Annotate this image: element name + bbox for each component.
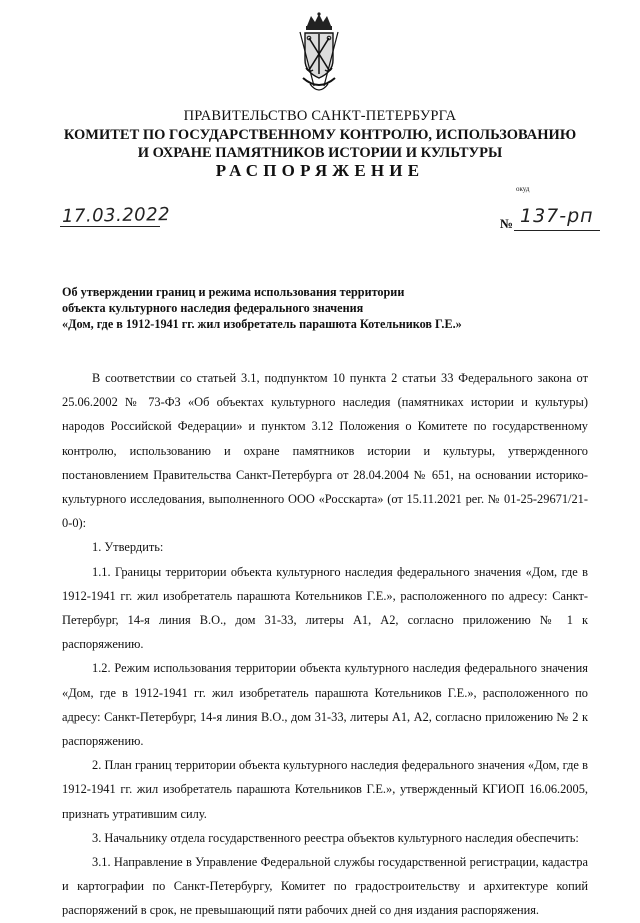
- committee-name: [0, 127, 640, 162]
- document-type-title: РАСПОРЯЖЕНИЕ: [215, 161, 425, 180]
- subject-line3: «Дом, где в 1912-1941 гг. жил изобретатель парашюта Котельников Г.Е.»: [62, 317, 462, 331]
- subject-line2: объекта культурного наследия федерального значения: [62, 301, 364, 315]
- body-paragraph: 1.2. Режим использования территории объекта культурного наследия федерального значения «Дом, где в 1912-1941 гг. жил изобретатель парашюта Котельников Г.Е.», расположенного по адресу: Санкт-Петербург, 14-я линия В.О., дом 31-33, литеры А1, А2, согласно приложению № 2 к распоряжению.: [62, 661, 588, 749]
- document-body: [62, 366, 588, 923]
- document-number: 137-рп: [520, 205, 594, 227]
- committee-name-line2: И ОХРАНЕ ПАМЯТНИКОВ ИСТОРИИ И КУЛЬТУРЫ: [137, 144, 503, 161]
- government-name: ПРАВИТЕЛЬСТВО САНКТ-ПЕТЕРБУРГА: [183, 108, 457, 124]
- number-underline: [514, 230, 600, 231]
- coat-of-arms-icon: [296, 12, 342, 98]
- date-underline: [60, 226, 160, 227]
- okud-label: окуд: [516, 185, 530, 193]
- body-paragraph: 3. Начальнику отдела государственного реестра объектов культурного наследия обеспечить:: [92, 830, 579, 845]
- body-paragraph: В соответствии со статьей 3.1, подпунктом 10 пункта 2 статьи 33 Федерального закона от 25.06.2002 № 73-ФЗ «Об объектах культурного наследия (памятниках истории и культуры) народов Российской Федерации» и пунктом 3.12 Положения о Комитете по государственному контролю, использованию и охране памятников истории и культуры, утвержденного постановлением Правительства Санкт-Петербурга от 28.04.2004 № 651, на основании историко-культурного исследования, выполненного ООО «Росскарта» (от 15.11.2021 рег. № 01-25-29671/21-0-0):: [62, 371, 588, 531]
- number-sign: №: [500, 216, 514, 231]
- body-paragraph: 1. Утвердить:: [92, 540, 164, 555]
- document-date: 17.03.2022: [61, 204, 171, 227]
- committee-name-line1: КОМИТЕТ ПО ГОСУДАРСТВЕННОМУ КОНТРОЛЮ, ИСПОЛЬЗОВАНИЮ: [63, 127, 577, 143]
- body-paragraph: 1.1. Границы территории объекта культурного наследия федерального значения «Дом, где в 1912-1941 гг. жил изобретатель парашюта Котельников Г.Е.», расположенного по адресу: Санкт-Петербург, 14-я линия В.О., дом 31-33, литеры А1, А2, согласно приложению № 1 к распоряжению.: [62, 564, 588, 652]
- body-paragraph: 3.1. Направление в Управление Федеральной службы государственной регистрации, кадастра и картографии по Санкт-Петербургу, Комитет по градостроительству и архитектуре копий распоряжений в срок, не превышающий пяти рабочих дней со дня издания распоряжения.: [62, 855, 588, 918]
- document-subject: [62, 284, 542, 332]
- body-paragraph: 2. План границ территории объекта культурного наследия федерального значения «Дом, где в 1912-1941 гг. жил изобретатель парашюта Котельников Г.Е.», утвержденный КГИОП 16.06.2005, признать утратившим силу.: [62, 758, 588, 821]
- subject-line1: Об утверждении границ и режима использования территории: [62, 285, 405, 299]
